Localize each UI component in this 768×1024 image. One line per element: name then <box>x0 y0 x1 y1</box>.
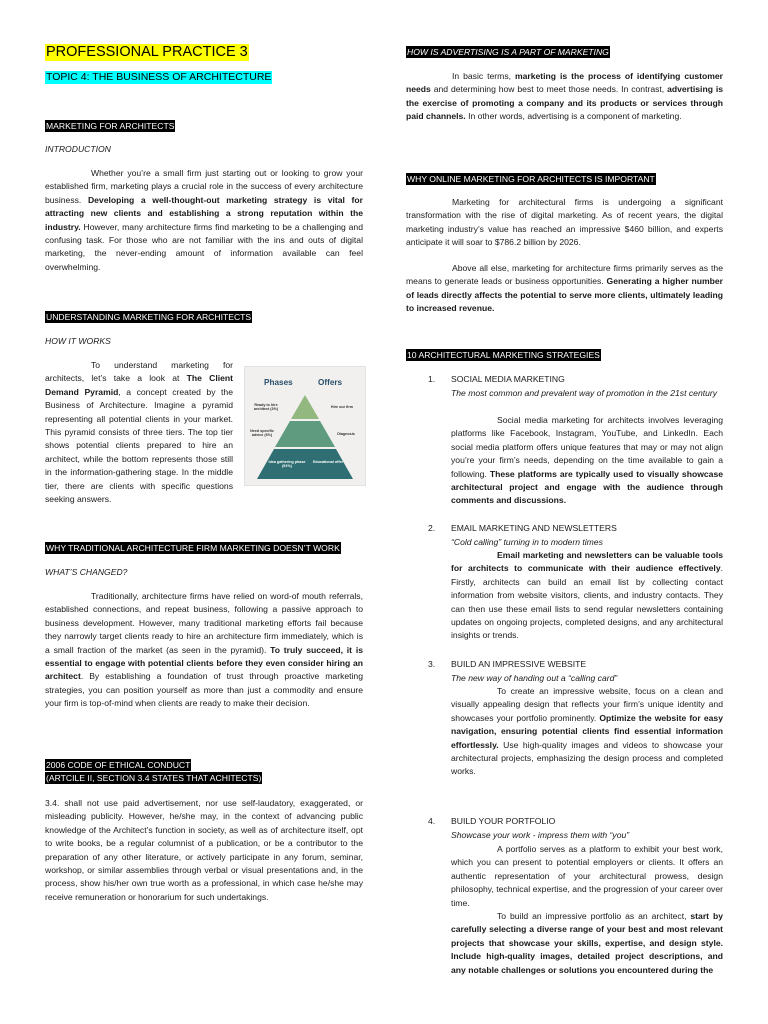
subheading-introduction: INTRODUCTION <box>45 144 111 154</box>
client-demand-pyramid-figure <box>244 366 366 486</box>
pyramid-tier3-offer: Educational offer <box>312 460 344 464</box>
strategy-body: Email marketing and newsletters can be valuable tools for architects to communicate with their audience effectively. Firstly, architects can build an email list by collecting contact information from website visitors, clients, and industry contacts. They can then use these email lists to send regular newsletters containing updates on ongoing projects, completed designs, and any architectural insights or trends. <box>451 550 723 641</box>
strategy-body: A portfolio serves as a platform to exhibit your best work, which you can present to potential employers or clients. It offers an authentic representation of your architectural prowess, design philosophy, technical expertise, and the progression of your career over time. <box>451 844 723 908</box>
advertising-paragraph: In basic terms, marketing is the process of identifying customer needs and determining how best to meet those needs. In contrast, advertising is the exercise of promoting a company and its products or services through paid channels. In other words, advertising is a component of marketing. <box>406 71 724 122</box>
pyramid-tier3-phase: Idea gathering phase (91%) <box>268 460 306 469</box>
pyramid-paragraph: To understand marketing for architects, let’s take a look at The Client Demand Pyramid, a concept created by the Business of Architecture. Imagine a pyramid representing all potential clients in your market. This pyramid consists of three tiers. The top tier shows potential clients prepared to hire an architect, while the bottom represents those still in the information-gathering stage. In the middle tier, there are clients with specific questions seeking answers. <box>45 360 233 505</box>
online-marketing-paragraph-1: Marketing for architectural firms is undergoing a significant transformation with the rise of digital marketing. As of recent years, the digital marketing industry’s value has reached an impressive $460 billion, and experts anticipate it will soar to $786.2 billion by 2026. <box>406 197 723 248</box>
intro-paragraph: Whether you’re a small firm just starting out or looking to grow your established firm, marketing plays a crucial role in the success of every architecture business. Developing a well-thought-out marketing strategy is vital for attracting new clients and establishing a strong reputation within the industry. However, many architecture firms find marketing to be a challenging and confusing task. For those who are not familiar with the ins and outs of digital marketing, the never-ending amount of information available can feel overwhelming. <box>45 168 363 272</box>
strategy-number: 1. <box>428 374 436 384</box>
topic-label: TOPIC 4: THE BUSINESS OF ARCHITECTURE <box>46 71 272 83</box>
section-heading-understanding: UNDERSTANDING MARKETING FOR ARCHITECTS <box>46 312 252 322</box>
strategy-tagline: Showcase your work - impress them with “you” <box>451 830 630 840</box>
section-heading-code-of-conduct: 2006 CODE OF ETHICAL CONDUCT <box>46 760 191 770</box>
ethics-paragraph: 3.4. shall not use paid advertisement, nor use self-laudatory, exaggerated, or misleading publicity. However, he/she may, in the context of advancing public knowledge of the Architect’s function in society, as well as of architecture itself, opt to write books, be a regular columnist of a publication, or be a contributor to the preparation of any other literature, or actively participate in any forum, seminar, workshop, or similar assemblies through verbal or visual presentations and, in the process, show his/her own true worth as a professional, in which case he/she may receive remuneration or honorarium for such undertakings. <box>45 798 363 902</box>
traditional-paragraph: Traditionally, architecture firms have relied on word-of mouth referrals, established connections, and repeat business, following a passive approach to business development. However, many traditional marketing efforts fail because they narrowly target clients ready to hire an architecture firm immediately, which is a small fraction of the market (as seen in the pyramid). To truly succeed, it is essential to engage with potential clients before they even consider hiring an architect. By establishing a foundation of trust through proactive marketing strategies, you can position yourself as more than just a commodity and ensure your firm is top-of-mind when clients are ready to make their decision. <box>45 591 363 709</box>
strategy-title: SOCIAL MEDIA MARKETING <box>451 374 565 384</box>
section-heading-online-marketing: WHY ONLINE MARKETING FOR ARCHITECTS IS IMPORTANT <box>407 174 655 184</box>
pyramid-tier1-offer: Hire our firm <box>330 405 354 409</box>
strategy-number: 2. <box>428 523 436 533</box>
strategy-body: Social media marketing for architects involves leveraging platforms like Facebook, Instagram, YouTube, and LinkedIn. Each social media platform offers unique features that may or may not align you’re your firm’s needs, depending on the time available to gain a following. These platforms are typically used to visually showcase architectural project and engage with the audience through comments and discussions. <box>451 415 723 506</box>
strategy-tagline: The most common and prevalent way of promotion in the 21st century <box>451 388 718 398</box>
subheading-whats-changed: WHAT’S CHANGED? <box>45 567 128 577</box>
pyramid-tier2-offer: Diagnosis <box>337 432 355 436</box>
section-heading-traditional: WHY TRADITIONAL ARCHITECTURE FIRM MARKETING DOESN’T WORK <box>46 543 340 553</box>
pyramid-tier2-phase: Need specific advice (6%) <box>250 429 274 438</box>
pyramid-tier-middle <box>275 421 335 447</box>
strategy-number: 3. <box>428 659 436 669</box>
strategy-title: BUILD AN IMPRESSIVE WEBSITE <box>451 659 587 669</box>
pyramid-tier-top <box>291 395 319 419</box>
strategy-title: EMAIL MARKETING AND NEWSLETTERS <box>451 523 617 533</box>
strategy-body: To create an impressive website, focus on a clean and visually appealing design that reflects your firm’s unique identity and showcases your portfolio prominently. Optimize the website for easy navigation, ensuring potential clients find essential information effortlessly. Use high-quality images and videos to showcase your architectural projects, emphasizing the design process and completed works. <box>451 686 723 777</box>
strategy-tagline: The new way of handing out a “calling card” <box>451 673 618 683</box>
strategy-tagline: “Cold calling” turning in to modern times <box>451 537 603 547</box>
online-marketing-paragraph-2: Above all else, marketing for architecture firms primarily serves as the means to generate leads or business opportunities. Generating a higher number of leads directly affects the potential to serve more clients, ultimately leading to increased revenue. <box>406 263 723 314</box>
strategy-number: 4. <box>428 816 436 826</box>
document-title: PROFESSIONAL PRACTICE 3 <box>46 44 248 60</box>
section-heading-advertising: HOW IS ADVERTISING IS A PART OF MARKETING <box>407 47 609 57</box>
pyramid-phases-label: Phases <box>264 378 293 387</box>
section-heading-marketing: MARKETING FOR ARCHITECTS <box>46 121 175 131</box>
section-heading-strategies: 10 ARCHITECTURAL MARKETING STRATEGIES <box>407 350 600 360</box>
pyramid-offers-label: Offers <box>318 378 343 387</box>
section-heading-article: (ARTCILE II, SECTION 3.4 STATES THAT ACHITECTS) <box>46 773 262 783</box>
subheading-how-it-works: HOW IT WORKS <box>45 336 111 346</box>
strategy-body-continued: To build an impressive portfolio as an architect, start by carefully selecting a diverse range of your best and most relevant projects that showcase your skills, expertise, and design style. Include high-quality images, detailed project descriptions, and any notable challenges or solutions you encountered during the <box>451 911 723 975</box>
strategy-title: BUILD YOUR PORTFOLIO <box>451 816 556 826</box>
pyramid-tier1-phase: Ready to hire architect (3%) <box>253 403 279 412</box>
